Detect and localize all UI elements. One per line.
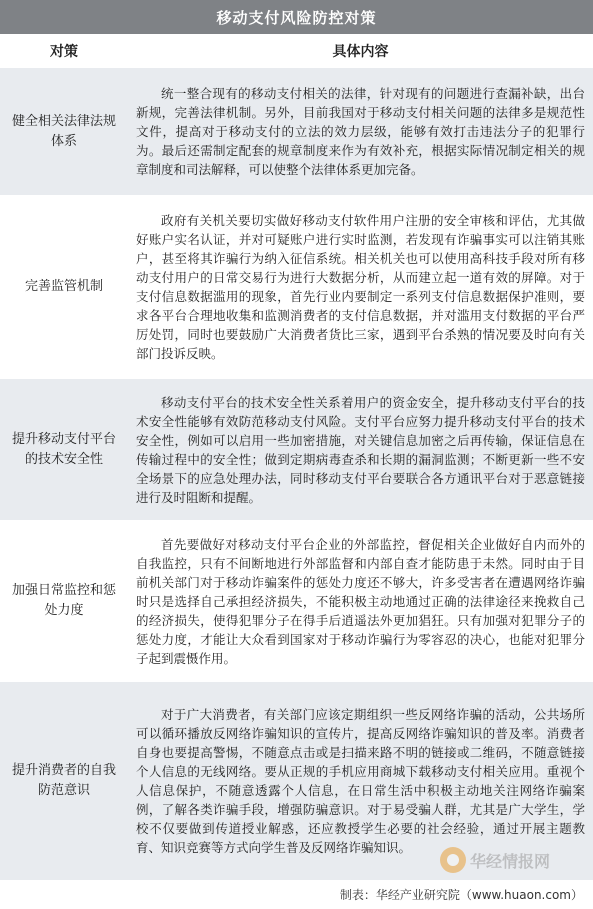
table-title: 移动支付风险防控对策 [0, 0, 593, 34]
strategy-cell: 加强日常监控和惩处力度 [11, 583, 116, 618]
table-row [0, 68, 593, 195]
strategy-cell: 健全相关法律法规体系 [11, 113, 116, 149]
strategy-cell: 提升移动支付平台的技术安全性 [11, 431, 116, 467]
strategy-cell: 提升消费者的自我防范意识 [11, 763, 116, 798]
watermark [440, 847, 550, 873]
watermark-text: 华经情报网 [470, 851, 551, 871]
table-row [0, 195, 593, 379]
strategy-cell: 完善监管机制 [24, 279, 103, 294]
source-note: 制表：华经产业研究院（www.huaon.com） [0, 880, 593, 909]
content-cell: 统一整合现有的移动支付相关的法律，针对现有的问题进行查漏补缺，出台新规，完善法律机制。另外，目前我国对于移动支付相关问题的法律多是规范性文件，提高对于移动支付的立法的效力层级，能够有效打击违法分子的犯罪行为。最后还需制定配套的规章制度来作为有效补充，根据实际情况制定相关的规章制度和司法解释，可以使整个法律体系更加完备。 [136, 86, 585, 177]
content-cell: 对于广大消费者，有关部门应该定期组织一些反网络诈骗的活动，公共场所可以循环播放反网络诈骗知识的宣传片，提高反网络诈骗知识的普及率。消费者自身也要提高警惕，不随意点击或是扫描来路不明的链接或二维码，不随意链接个人信息的无线网络。要从正规的手机应用商城下载移动支付相关应用。重视个人信息保护，不随意透露个人信息，在日常生活中积极主动地关注网络诈骗案例，了解各类诈骗手段，增强防骗意识。对于易受骗人群，尤其是广大学生，学校不仅要做到传道授业解惑，还应教授学生必要的社会经验，通过开展主题教育、知识竞赛等方式向学生普及反网络诈骗知识。 [136, 707, 585, 855]
table-row [0, 520, 593, 682]
header-content: 具体内容 [332, 44, 389, 60]
content-cell: 移动支付平台的技术安全性关系着用户的资金安全，提升移动支付平台的技术安全性能够有效防范移动支付风险。支付平台应努力提升移动支付平台的技术安全性，例如可以启用一些加密措施，对关键信息加密之后再传输，保证信息在传输过程中的安全性；做到定期病毒查杀和长期的漏洞监测；不断更新一些不安全场景下的应急处理办法，同时移动支付平台要联合各方通讯平台对于恶意链接进行及时阻断和提醒。 [136, 394, 585, 505]
table-row [0, 379, 593, 520]
header-strategy: 对策 [50, 44, 78, 60]
table-body [0, 68, 593, 880]
content-cell: 首先要做好对移动支付平台企业的外部监控，督促相关企业做好自内而外的自我监控，只有不间断地进行外部监督和内部自查才能防患于未然。同时由于目前机关部门对于移动诈骗案件的惩处力度还不够大，许多受害者在遭遇网络诈骗时只是选择自己承担经济损失，不能积极主动地通过正确的法律途径来挽救自己的经济损失，使得犯罪分子在得手后逍遥法外更加猖狂。只有加强对犯罪分子的惩处力度，才能让大众看到国家对于移动诈骗行为零容忍的决心，也能对犯罪分子起到震慑作用。 [136, 536, 585, 666]
watermark-logo-icon [440, 847, 466, 873]
table-header [0, 34, 593, 69]
content-cell: 政府有关机关要切实做好移动支付软件用户注册的安全审核和评估，尤其做好账户实名认证，并对可疑账户进行实时监测，若发现有诈骗事实可以注销其账户，甚至将其诈骗行为纳入征信系统。相关机关也可以使用高科技手段对所有移动支付用户的日常交易行为进行大数据分析，从而建立起一道有效的屏障。对于支付信息数据滥用的现象，首先行业内要制定一系列支付信息数据保护准则，要求各平台合理地收集和监测消费者的支付信息数据，并对滥用支付数据的平台严厉处罚，同时也要鼓励广大消费者货比三家，遇到平台杀熟的情况要及时向有关部门投诉反映。 [136, 213, 585, 361]
